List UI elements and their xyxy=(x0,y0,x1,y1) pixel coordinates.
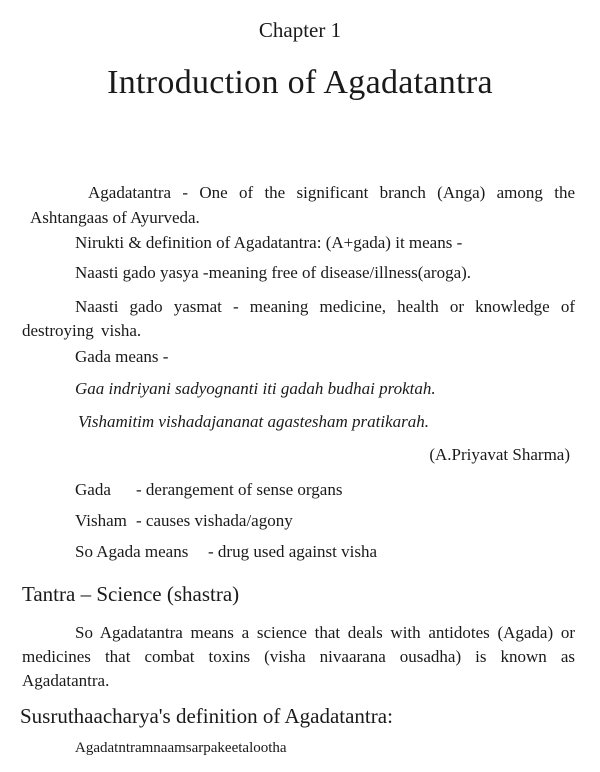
definition-meaning: - derangement of sense organs xyxy=(136,480,343,499)
definition-meaning: - causes vishada/agony xyxy=(136,511,293,530)
susruta-verse: Agadatntramnaamsarpakeetalootha xyxy=(75,740,287,756)
definition-term: So Agada means xyxy=(75,542,189,561)
page-title: Introduction of Agadatantra xyxy=(107,64,493,101)
section-heading-susruta: Susruthaacharya's definition of Agadatantra: xyxy=(20,704,393,728)
paragraph-intro: Agadatantra - One of the significant branch (Anga) among the Ashtangaas of Ayurveda. xyxy=(30,183,575,227)
paragraph-tantra: So Agadatantra means a science that deals with antidotes (Agada) or medicines that combat toxins (visha nivaarana ousadha) is known as Agadatantra. xyxy=(22,623,575,690)
definition-term: Visham xyxy=(75,511,127,530)
definition-term: Gada xyxy=(75,480,111,499)
section-heading-tantra: Tantra – Science (shastra) xyxy=(22,582,240,606)
attribution: (A.Priyavat Sharma) xyxy=(429,445,570,464)
paragraph-nirukti: Nirukti & definition of Agadatantra: (A+gada) it means - xyxy=(75,233,463,252)
chapter-label: Chapter 1 xyxy=(258,18,342,42)
verse-line-2: Vishamitim vishadajananat agastesham pratikarah. xyxy=(78,412,430,431)
paragraph-naasti-yasya: Naasti gado yasya -meaning free of disease/illness(aroga). xyxy=(75,263,472,282)
paragraph-naasti-yasmat: Naasti gado yasmat - meaning medicine, health or knowledge of destroying visha. xyxy=(22,297,575,340)
verse-line-1: Gaa indriyani sadyognanti iti gadah budhai proktah. xyxy=(75,379,436,398)
paragraph-gada-means: Gada means - xyxy=(75,347,169,366)
definition-meaning: - drug used against visha xyxy=(208,542,378,561)
